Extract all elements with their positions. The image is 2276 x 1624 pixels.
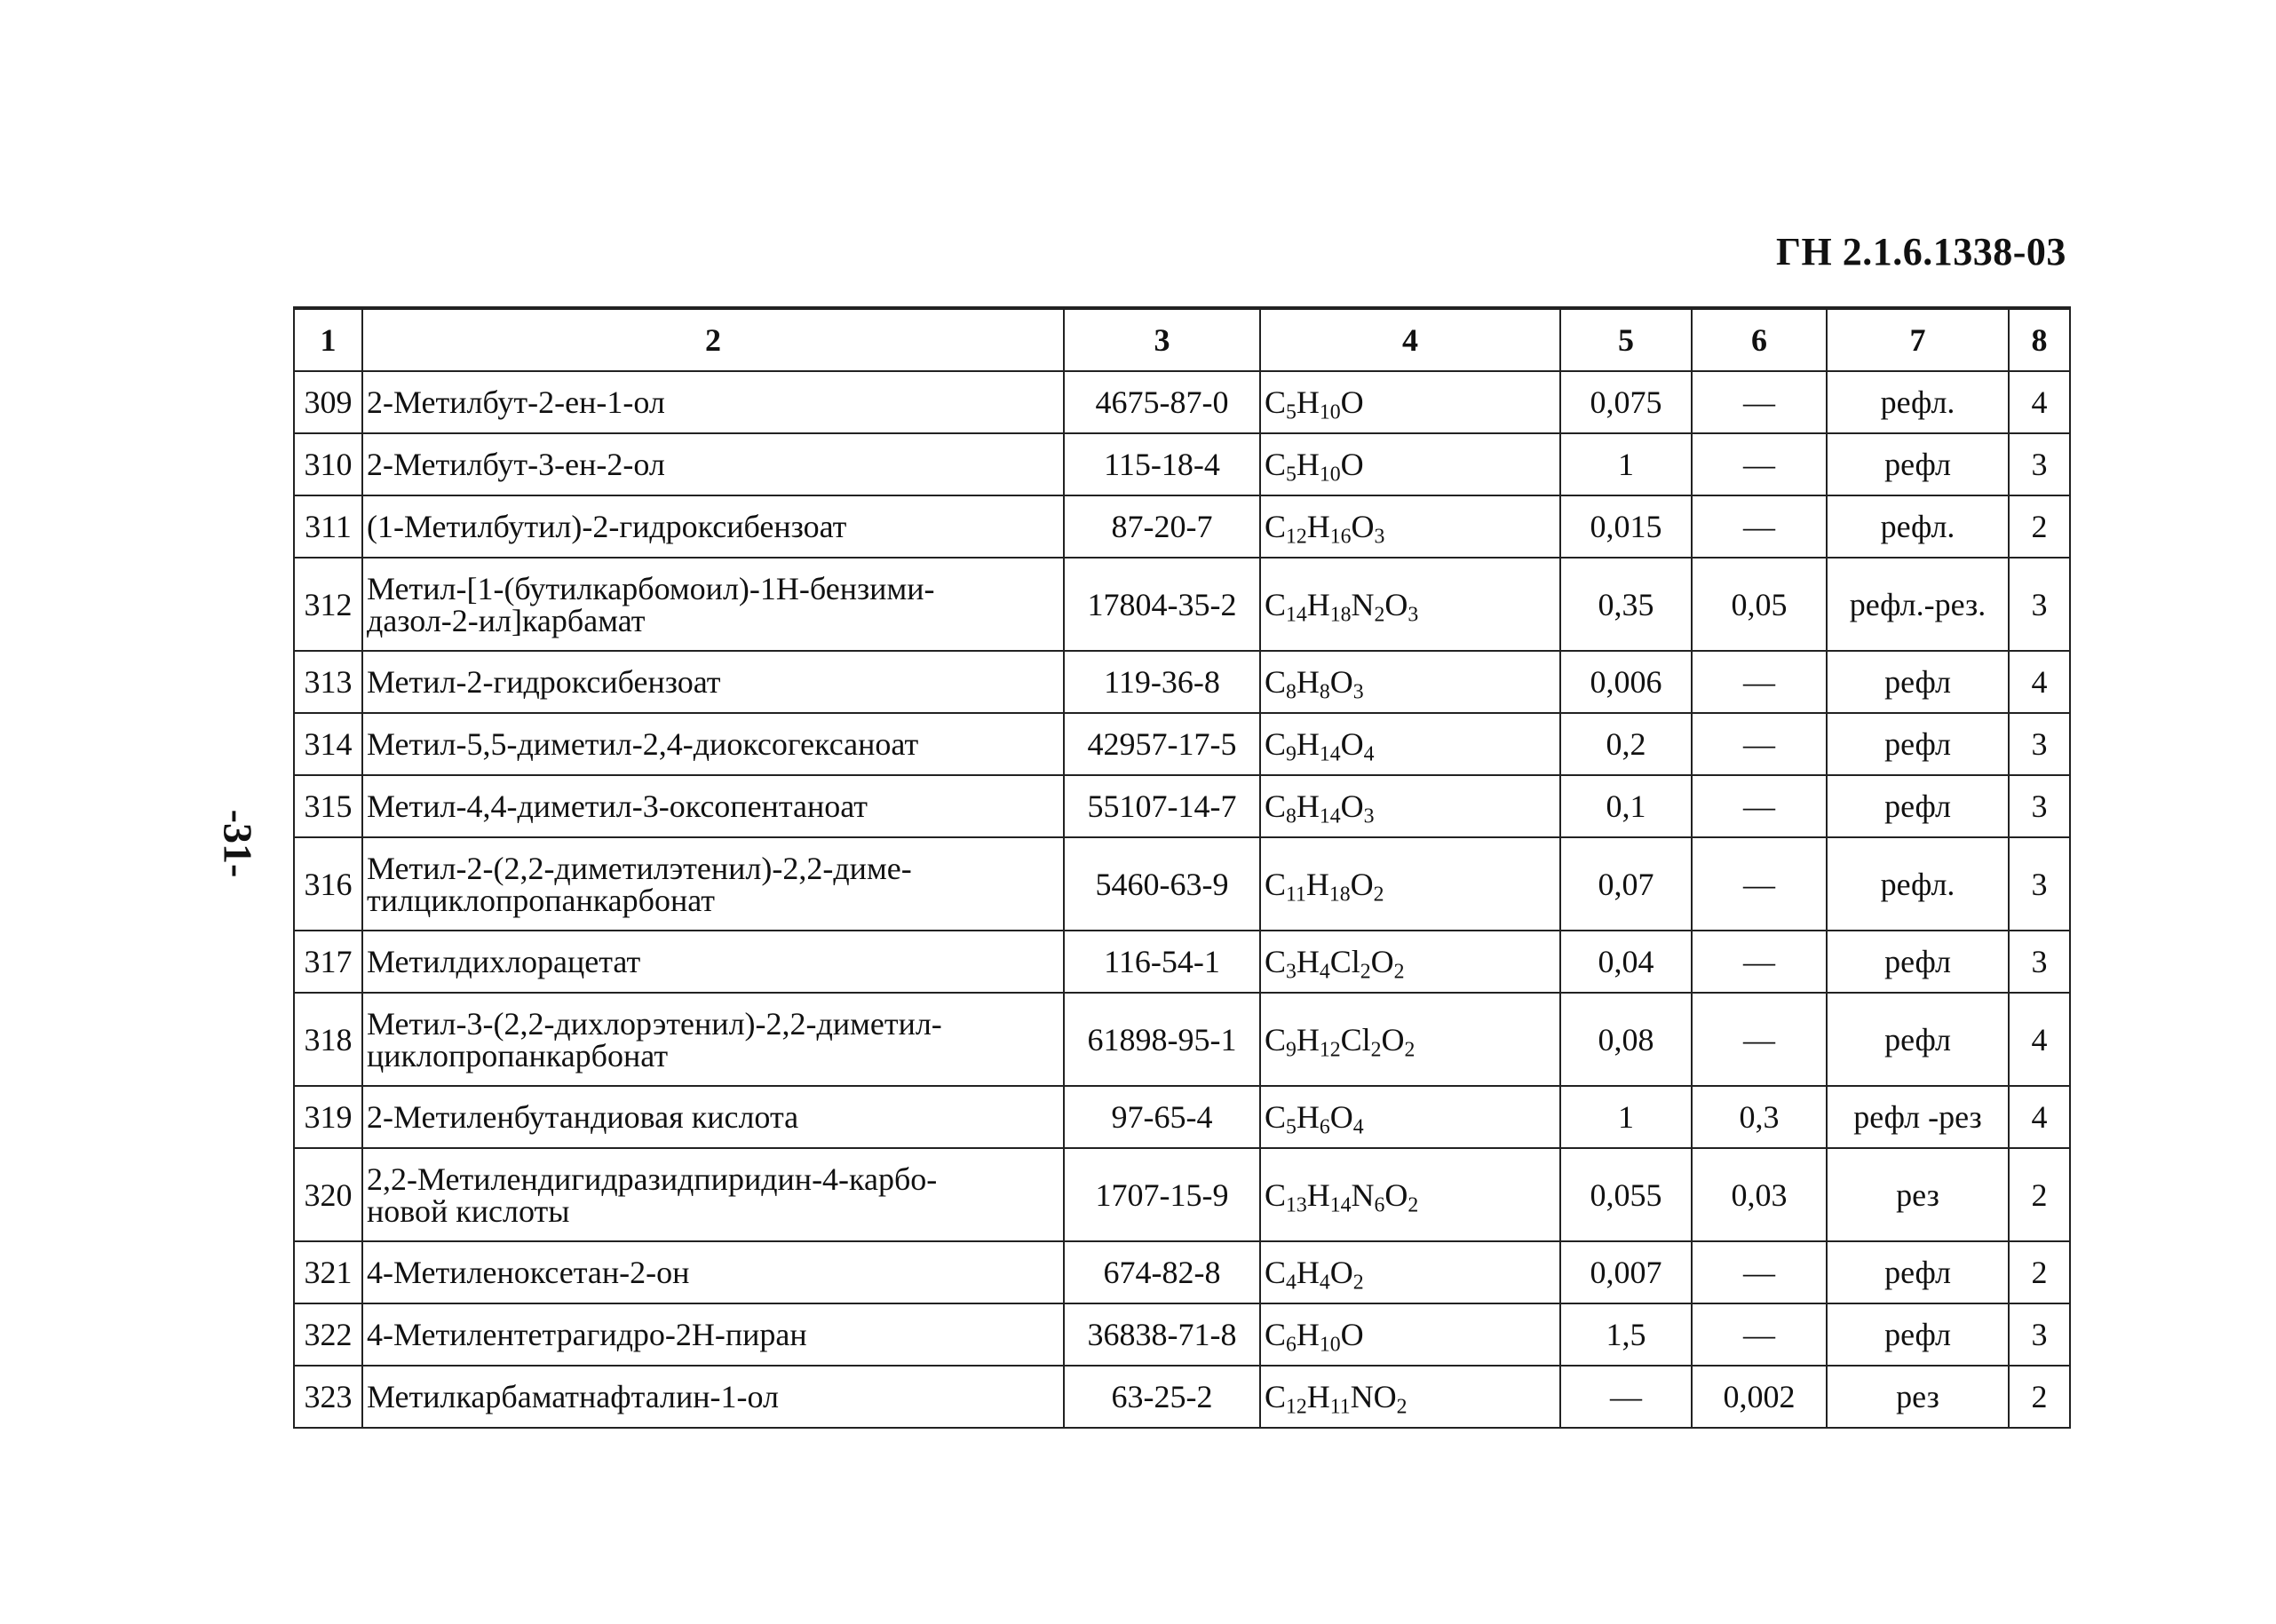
column-6-value: — bbox=[1692, 993, 1827, 1086]
cas-number: 36838-71-8 bbox=[1064, 1303, 1260, 1366]
column-header-7: 7 bbox=[1827, 308, 2009, 371]
substance-name: Метил-2-гидроксибензоат bbox=[362, 651, 1064, 713]
page-number: -31- bbox=[215, 809, 261, 878]
column-5-value: 0,007 bbox=[1560, 1241, 1692, 1303]
row-number: 317 bbox=[294, 931, 362, 993]
substance-name: Метил-2-(2,2-диметилэтенил)-2,2-диме- тилциклопропанкарбонат bbox=[362, 837, 1064, 931]
header-row bbox=[294, 308, 2070, 371]
cas-number: 674-82-8 bbox=[1064, 1241, 1260, 1303]
column-7-value: рефл bbox=[1827, 651, 2009, 713]
table-row bbox=[294, 837, 2070, 931]
column-6-value: — bbox=[1692, 713, 1827, 775]
column-7-value: рефл bbox=[1827, 993, 2009, 1086]
column-6-value: — bbox=[1692, 1303, 1827, 1366]
column-5-value: 1 bbox=[1560, 1086, 1692, 1148]
substance-name: 2,2-Метилендигидразидпиридин-4-карбо- новой кислоты bbox=[362, 1148, 1064, 1241]
column-7-value: рефл bbox=[1827, 713, 2009, 775]
column-7-value: рефл. bbox=[1827, 495, 2009, 558]
column-8-value: 2 bbox=[2009, 1241, 2070, 1303]
column-header-3: 3 bbox=[1064, 308, 1260, 371]
column-7-value: рефл. bbox=[1827, 371, 2009, 433]
cas-number: 63-25-2 bbox=[1064, 1366, 1260, 1428]
column-6-value: 0,3 bbox=[1692, 1086, 1827, 1148]
substance-name: Метилдихлорацетат bbox=[362, 931, 1064, 993]
table-row bbox=[294, 1303, 2070, 1366]
column-8-value: 4 bbox=[2009, 371, 2070, 433]
row-number: 312 bbox=[294, 558, 362, 651]
table-row bbox=[294, 1241, 2070, 1303]
column-6-value: — bbox=[1692, 651, 1827, 713]
substance-name: 2-Метиленбутандиовая кислота bbox=[362, 1086, 1064, 1148]
column-7-value: рефл bbox=[1827, 1303, 2009, 1366]
row-number: 309 bbox=[294, 371, 362, 433]
table-row bbox=[294, 495, 2070, 558]
column-5-value: 0,08 bbox=[1560, 993, 1692, 1086]
substance-name: Метил-3-(2,2-дихлорэтенил)-2,2-диметил- циклопропанкарбонат bbox=[362, 993, 1064, 1086]
column-6-value: 0,002 bbox=[1692, 1366, 1827, 1428]
table-row bbox=[294, 993, 2070, 1086]
column-6-value: — bbox=[1692, 433, 1827, 495]
column-8-value: 2 bbox=[2009, 495, 2070, 558]
chemical-formula: $C_5H_{10}O$ bbox=[1260, 433, 1560, 495]
column-5-value: 0,055 bbox=[1560, 1148, 1692, 1241]
substance-name: Метил-[1-(бутилкарбомоил)-1Н-бензими- дазол-2-ил]карбамат bbox=[362, 558, 1064, 651]
chemical-formula: $C_9H_{12}Cl_2O_2$ bbox=[1260, 993, 1560, 1086]
column-6-value: — bbox=[1692, 1241, 1827, 1303]
column-7-value: рефл. bbox=[1827, 837, 2009, 931]
row-number: 322 bbox=[294, 1303, 362, 1366]
column-5-value: 0,2 bbox=[1560, 713, 1692, 775]
row-number: 315 bbox=[294, 775, 362, 837]
cas-number: 87-20-7 bbox=[1064, 495, 1260, 558]
column-5-value: 0,1 bbox=[1560, 775, 1692, 837]
column-7-value: рез bbox=[1827, 1366, 2009, 1428]
substance-name: Метил-5,5-диметил-2,4-диоксогексаноат bbox=[362, 713, 1064, 775]
cas-number: 97-65-4 bbox=[1064, 1086, 1260, 1148]
column-8-value: 3 bbox=[2009, 558, 2070, 651]
column-8-value: 4 bbox=[2009, 651, 2070, 713]
chemical-formula: $C_5H_{10}O$ bbox=[1260, 371, 1560, 433]
substance-name: 4-Метиленоксетан-2-он bbox=[362, 1241, 1064, 1303]
column-8-value: 3 bbox=[2009, 1303, 2070, 1366]
table-row bbox=[294, 1366, 2070, 1428]
table-row bbox=[294, 1086, 2070, 1148]
chemical-formula: $C_{11}H_{18}O_2$ bbox=[1260, 837, 1560, 931]
chemical-formula: $C_6H_{10}O$ bbox=[1260, 1303, 1560, 1366]
substance-name: (1-Метилбутил)-2-гидроксибензоат bbox=[362, 495, 1064, 558]
chemical-formula: $C_{13}H_{14}N_6O_2$ bbox=[1260, 1148, 1560, 1241]
cas-number: 55107-14-7 bbox=[1064, 775, 1260, 837]
chemical-formula: $C_{12}H_{11}NO_2$ bbox=[1260, 1366, 1560, 1428]
column-8-value: 4 bbox=[2009, 1086, 2070, 1148]
substance-name: 2-Метилбут-3-ен-2-ол bbox=[362, 433, 1064, 495]
column-8-value: 3 bbox=[2009, 931, 2070, 993]
column-5-value: 0,015 bbox=[1560, 495, 1692, 558]
column-5-value: 0,006 bbox=[1560, 651, 1692, 713]
substance-name: Метилкарбаматнафталин-1-ол bbox=[362, 1366, 1064, 1428]
column-6-value: — bbox=[1692, 775, 1827, 837]
table-row bbox=[294, 558, 2070, 651]
chemical-formula: $C_9H_{14}O_4$ bbox=[1260, 713, 1560, 775]
column-7-value: рефл -рез bbox=[1827, 1086, 2009, 1148]
row-number: 313 bbox=[294, 651, 362, 713]
chemical-formula: $C_{14}H_{18}N_2O_3$ bbox=[1260, 558, 1560, 651]
chemical-formula: $C_{12}H_{16}O_3$ bbox=[1260, 495, 1560, 558]
row-number: 321 bbox=[294, 1241, 362, 1303]
column-7-value: рефл bbox=[1827, 1241, 2009, 1303]
document-code: ГН 2.1.6.1338-03 bbox=[1776, 230, 2066, 273]
column-header-6: 6 bbox=[1692, 308, 1827, 371]
table-row bbox=[294, 775, 2070, 837]
chemical-formula: $C_8H_{14}O_3$ bbox=[1260, 775, 1560, 837]
column-8-value: 3 bbox=[2009, 713, 2070, 775]
column-5-value: — bbox=[1560, 1366, 1692, 1428]
cas-number: 116-54-1 bbox=[1064, 931, 1260, 993]
column-5-value: 0,04 bbox=[1560, 931, 1692, 993]
column-7-value: рефл bbox=[1827, 775, 2009, 837]
column-6-value: — bbox=[1692, 931, 1827, 993]
column-8-value: 3 bbox=[2009, 837, 2070, 931]
column-5-value: 0,07 bbox=[1560, 837, 1692, 931]
column-7-value: рез bbox=[1827, 1148, 2009, 1241]
chemical-formula: $C_8H_8O_3$ bbox=[1260, 651, 1560, 713]
substances-table bbox=[293, 306, 2071, 1429]
column-6-value: 0,05 bbox=[1692, 558, 1827, 651]
column-5-value: 1 bbox=[1560, 433, 1692, 495]
column-5-value: 0,35 bbox=[1560, 558, 1692, 651]
column-header-2: 2 bbox=[362, 308, 1064, 371]
column-7-value: рефл bbox=[1827, 433, 2009, 495]
table-row bbox=[294, 1148, 2070, 1241]
table-header bbox=[294, 308, 2070, 371]
table-body bbox=[294, 371, 2070, 1428]
row-number: 314 bbox=[294, 713, 362, 775]
row-number: 323 bbox=[294, 1366, 362, 1428]
substance-name: 4-Метилентетрагидро-2Н-пиран bbox=[362, 1303, 1064, 1366]
column-6-value: 0,03 bbox=[1692, 1148, 1827, 1241]
row-number: 320 bbox=[294, 1148, 362, 1241]
row-number: 318 bbox=[294, 993, 362, 1086]
cas-number: 42957-17-5 bbox=[1064, 713, 1260, 775]
table-row bbox=[294, 433, 2070, 495]
column-7-value: рефл bbox=[1827, 931, 2009, 993]
column-8-value: 2 bbox=[2009, 1366, 2070, 1428]
cas-number: 4675-87-0 bbox=[1064, 371, 1260, 433]
column-header-8: 8 bbox=[2009, 308, 2070, 371]
column-5-value: 1,5 bbox=[1560, 1303, 1692, 1366]
column-header-1: 1 bbox=[294, 308, 362, 371]
chemical-formula: $C_4H_4O_2$ bbox=[1260, 1241, 1560, 1303]
chemical-formula: $C_5H_6O_4$ bbox=[1260, 1086, 1560, 1148]
table-row bbox=[294, 651, 2070, 713]
substance-name: Метил-4,4-диметил-3-оксопентаноат bbox=[362, 775, 1064, 837]
cas-number: 1707-15-9 bbox=[1064, 1148, 1260, 1241]
row-number: 319 bbox=[294, 1086, 362, 1148]
row-number: 311 bbox=[294, 495, 362, 558]
column-6-value: — bbox=[1692, 837, 1827, 931]
column-5-value: 0,075 bbox=[1560, 371, 1692, 433]
chemical-formula: $C_3H_4Cl_2O_2$ bbox=[1260, 931, 1560, 993]
column-6-value: — bbox=[1692, 371, 1827, 433]
column-7-value: рефл.-рез. bbox=[1827, 558, 2009, 651]
substance-name: 2-Метилбут-2-ен-1-ол bbox=[362, 371, 1064, 433]
table-row bbox=[294, 931, 2070, 993]
column-8-value: 3 bbox=[2009, 433, 2070, 495]
column-8-value: 3 bbox=[2009, 775, 2070, 837]
cas-number: 5460-63-9 bbox=[1064, 837, 1260, 931]
table-row bbox=[294, 371, 2070, 433]
column-8-value: 4 bbox=[2009, 993, 2070, 1086]
cas-number: 119-36-8 bbox=[1064, 651, 1260, 713]
row-number: 316 bbox=[294, 837, 362, 931]
table-row bbox=[294, 713, 2070, 775]
column-6-value: — bbox=[1692, 495, 1827, 558]
column-8-value: 2 bbox=[2009, 1148, 2070, 1241]
cas-number: 115-18-4 bbox=[1064, 433, 1260, 495]
cas-number: 61898-95-1 bbox=[1064, 993, 1260, 1086]
cas-number: 17804-35-2 bbox=[1064, 558, 1260, 651]
column-header-4: 4 bbox=[1260, 308, 1560, 371]
row-number: 310 bbox=[294, 433, 362, 495]
column-header-5: 5 bbox=[1560, 308, 1692, 371]
